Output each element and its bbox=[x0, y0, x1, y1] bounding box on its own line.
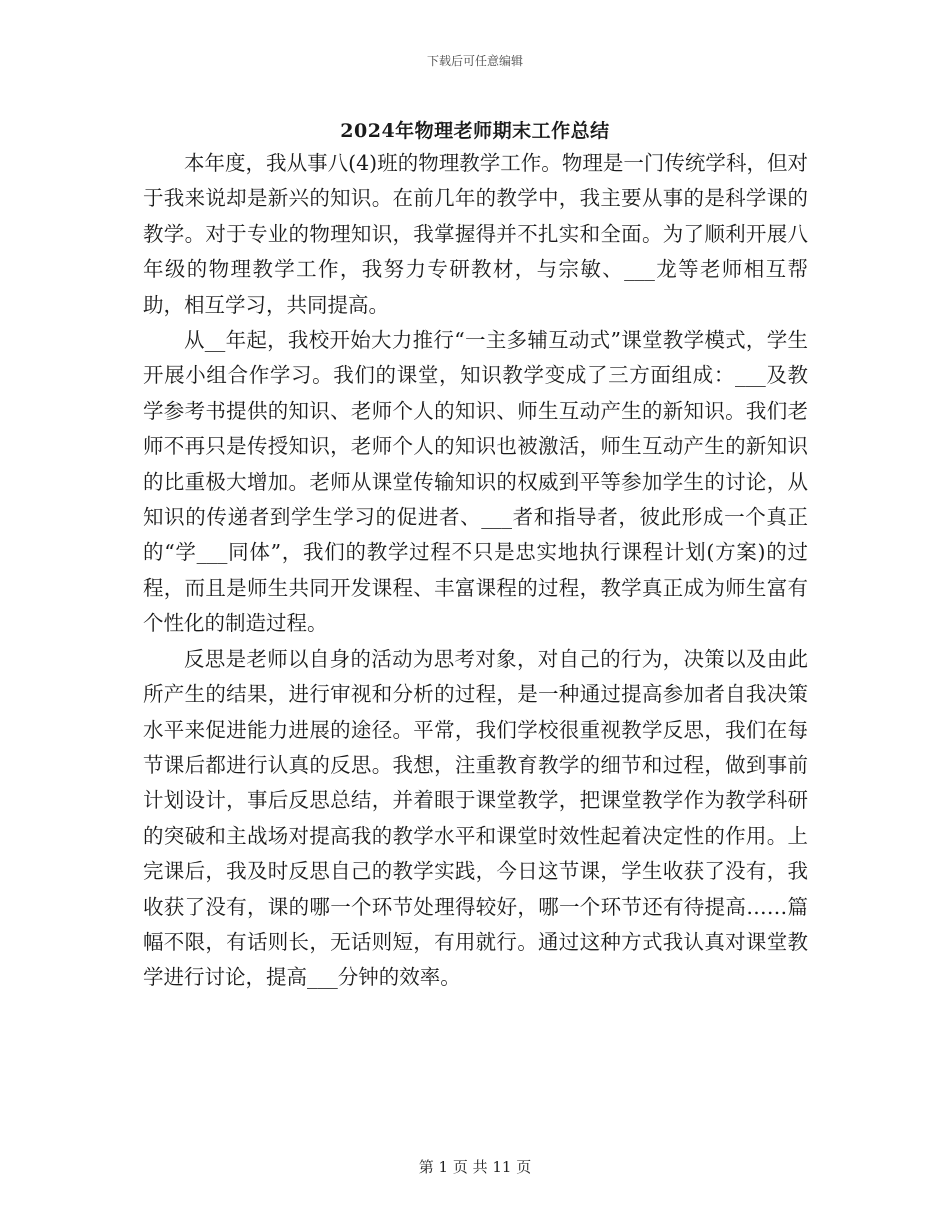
paragraph-2: 从__年起，我校开始大力推行“一主多辅互动式”课堂教学模式，学生开展小组合作学习。我们的课堂，知识教学变成了三方面组成：___及教学参考书提供的知识、老师个人的知识、师生互动产生的新知识。我们老师不再只是传授知识，老师个人的知识也被激活，师生互动产生的新知识的比重极大增加。老师从课堂传输知识的权威到平等参加学生的讨论，从知识的传递者到学生学习的促进者、___者和指导者，彼此形成一个真正的“学___同体”，我们的教学过程不只是忠实地执行课程计划(方案)的过程，而且是师生共同开发课程、丰富课程的过程，教学真正成为师生富有个性化的制造过程。 bbox=[143, 328, 808, 636]
paragraph-1: 本年度，我从事八(4)班的物理教学工作。物理是一门传统学科，但对于我来说却是新兴的知识。在前几年的教学中，我主要从事的是科学课的教学。对于专业的物理知识，我掌握得并不扎实和全面。为了顺利开展八年级的物理教学工作，我努力专研教材，与宗敏、___龙等老师相互帮助，相互学习，共同提高。 bbox=[143, 151, 808, 317]
document-title: 2024年物理老师期末工作总结 bbox=[340, 120, 610, 142]
document-body bbox=[143, 146, 808, 996]
page-number-footer: 第 1 页 共 11 页 bbox=[418, 1158, 532, 1176]
page-header-note: 下载后可任意编辑 bbox=[426, 54, 523, 68]
paragraph-3: 反思是老师以自身的活动为思考对象，对自己的行为，决策以及由此所产生的结果，进行审视和分析的过程，是一种通过提高参加者自我决策水平来促进能力进展的途径。平常，我们学校很重视教学反思，我们在每节课后都进行认真的反思。我想，注重教育教学的细节和过程，做到事前计划设计，事后反思总结，并着眼于课堂教学，把课堂教学作为教学科研的突破和主战场对提高我的教学水平和课堂时效性起着决定性的作用。上完课后，我及时反思自己的教学实践，今日这节课，学生收获了没有，我收获了没有，课的哪一个环节处理得较好，哪一个环节还有待提高……篇幅不限，有话则长，无话则短，有用就行。通过这种方式我认真对课堂教学进行讨论，提高___分钟的效率。 bbox=[143, 646, 808, 990]
